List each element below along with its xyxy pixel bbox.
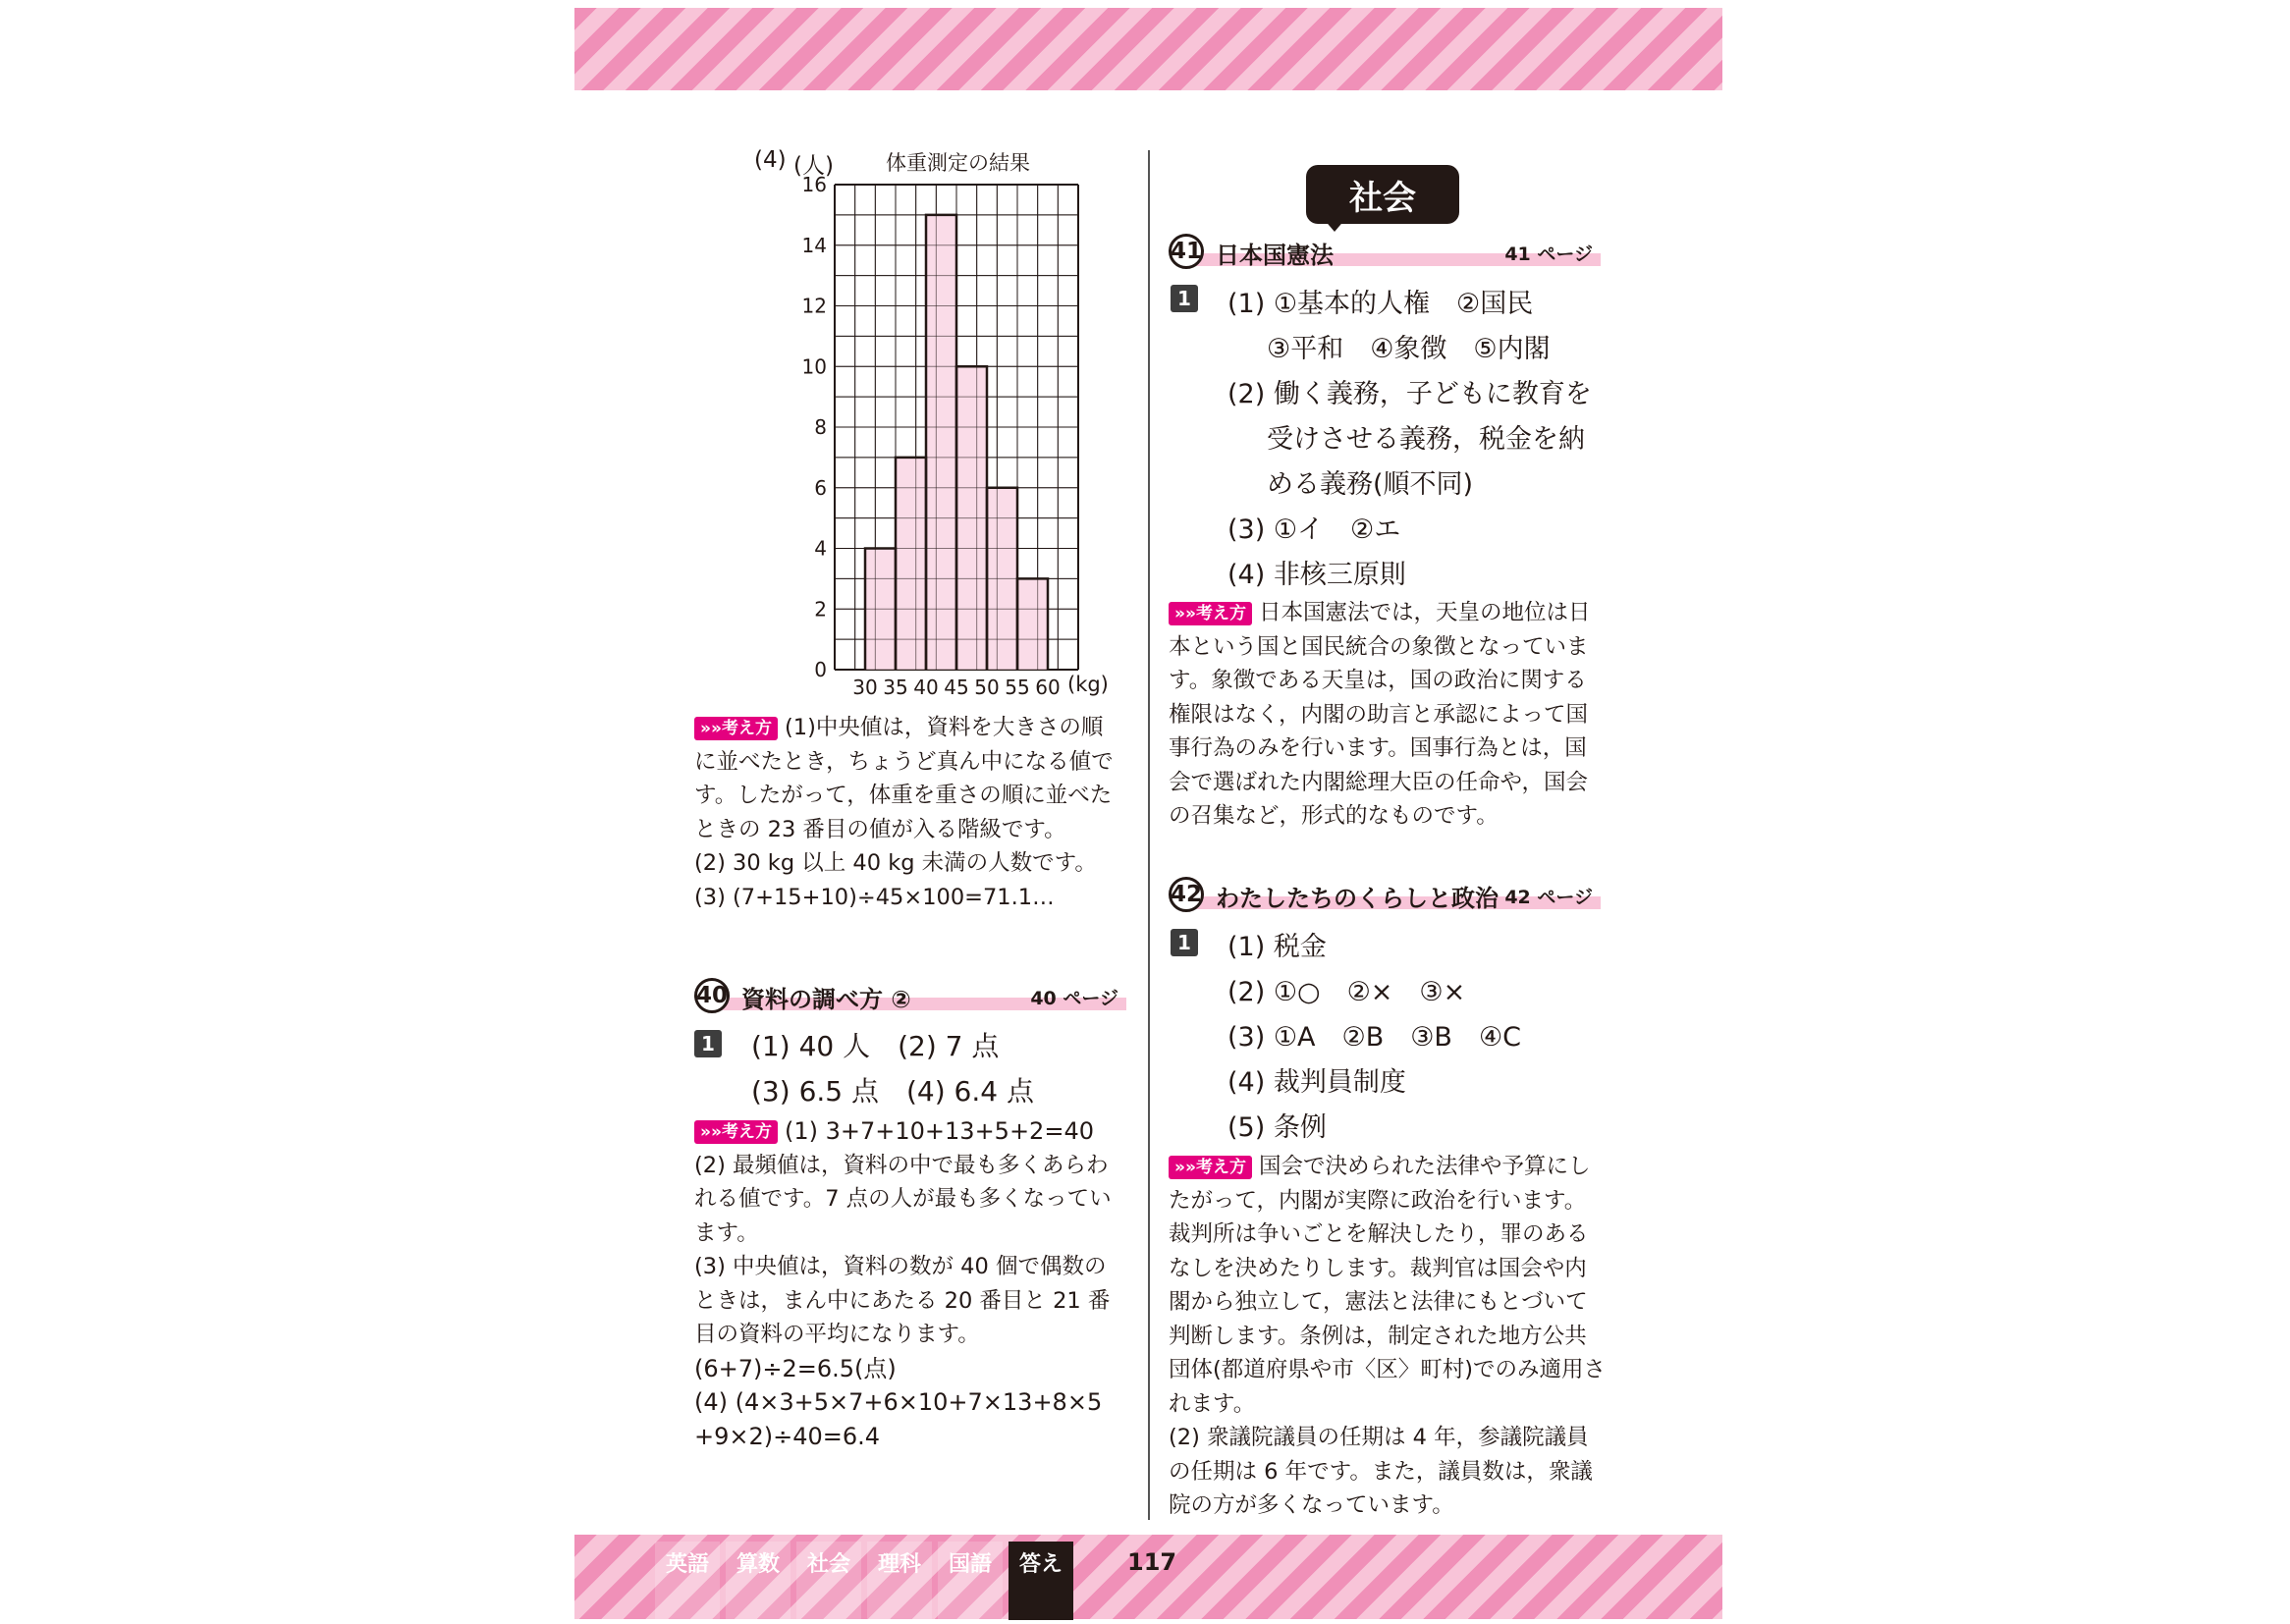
hint-line: (2) 最頻値は，資料の中で最も多くあらわ xyxy=(694,1152,1109,1178)
y-tick-label: 4 xyxy=(814,536,827,561)
sec41-hint-text xyxy=(1169,596,1591,834)
answer-line: める義務(順不同) xyxy=(1267,469,1474,500)
hint-line: たがって，内閣が実際に政治を行います。 xyxy=(1169,1187,1587,1214)
hint-line: 閣から独立して，憲法と法律にもとづいて xyxy=(1169,1289,1588,1315)
section-number: 40 xyxy=(694,978,730,1013)
hint-line: (3) (7+15+10)÷45×100=71.1… xyxy=(694,884,1055,910)
hint-badge: »»考え方 xyxy=(1169,1156,1252,1179)
hint-line: 判断します。条例は，制定された地方公共 xyxy=(1169,1323,1587,1349)
x-tick-label: 45 xyxy=(944,676,969,699)
section-42-title xyxy=(1169,877,1601,912)
answer-line: (3) ①A ②B ③B ④C xyxy=(1227,1022,1522,1053)
hint-line: ときは，まん中にあたる 20 番目と 21 番 xyxy=(694,1287,1111,1314)
hint-line: (3) 中央値は，資料の数が 40 個で偶数の xyxy=(694,1254,1107,1279)
column-divider xyxy=(1148,150,1150,1520)
answer-line: (3) ①イ ②エ xyxy=(1227,514,1401,545)
answer-line: (4) 裁判員制度 xyxy=(1227,1067,1406,1098)
x-tick-label: 40 xyxy=(913,676,939,699)
x-tick-label: 50 xyxy=(974,676,1000,699)
y-tick-label: 14 xyxy=(801,233,827,257)
section-40-title xyxy=(694,978,1126,1013)
answer-line: (4) 非核三原則 xyxy=(1227,560,1406,590)
section-name: 資料の調べ方 ② xyxy=(741,986,911,1013)
answer-line: 受けさせる義務，税金を納 xyxy=(1267,424,1585,455)
sec40-hint-text xyxy=(694,1114,1112,1453)
section-number: 42 xyxy=(1169,877,1204,912)
hint-line: +9×2)÷40=6.4 xyxy=(694,1422,881,1450)
answer-line: (5) 条例 xyxy=(1227,1112,1327,1143)
hint-line: れます。 xyxy=(1169,1390,1256,1417)
y-tick-label: 8 xyxy=(814,415,827,439)
hint-line: 団体(都道府県や市〈区〉町村)でのみ適用さ xyxy=(1169,1357,1607,1382)
hint-line: れる値です。7 点の人が最も多くなってい xyxy=(694,1186,1112,1212)
hint-badge: »»考え方 xyxy=(1169,602,1252,625)
hint-line: 日本国憲法では，天皇の地位は日 xyxy=(1259,600,1591,625)
tab-science[interactable]: 理科 xyxy=(867,1542,932,1620)
hint-badge: »»考え方 xyxy=(694,717,778,740)
tab-japanese[interactable]: 国語 xyxy=(938,1542,1003,1620)
chart-title: 体重測定の結果 xyxy=(886,151,1030,175)
y-tick-label: 0 xyxy=(814,658,827,681)
answer-line: (1) ①基本的人権 ②国民 xyxy=(1227,289,1534,319)
y-tick-label: 10 xyxy=(801,354,827,379)
hint-line: (2) 衆議院議員の任期は 4 年，参議院議員 xyxy=(1169,1425,1589,1450)
answer-line: (1) 40 人 (2) 7 点 xyxy=(751,1030,1000,1062)
hint-line: の召集など，形式的なものです。 xyxy=(1169,803,1499,829)
chart-ylabel: (人) xyxy=(793,153,834,179)
hint-line: 目の資料の平均になります。 xyxy=(694,1322,980,1347)
section-number: 41 xyxy=(1169,234,1204,269)
question-mark-1: 1 xyxy=(694,1030,722,1057)
y-tick-label: 16 xyxy=(801,173,827,196)
section-page: 40 ページ xyxy=(1030,988,1118,1009)
hint-line: 国会で決められた法律や予算にし xyxy=(1259,1154,1591,1179)
hint-line: 院の方が多くなっています。 xyxy=(1169,1492,1454,1518)
section-name: 日本国憲法 xyxy=(1216,242,1334,269)
hint-line: ます。 xyxy=(694,1219,759,1246)
y-tick-label: 6 xyxy=(814,475,827,500)
answer-line: (3) 6.5 点 (4) 6.4 点 xyxy=(751,1075,1034,1108)
tab-answers[interactable]: 答え xyxy=(1009,1542,1073,1620)
histogram-bar xyxy=(1017,578,1048,670)
answer-line: (1) 税金 xyxy=(1227,932,1327,962)
chart-label-prefix: (4) xyxy=(754,147,787,173)
tab-social-studies[interactable]: 社会 xyxy=(796,1542,861,1620)
answer-line: ③平和 ④象徴 ⑤内閣 xyxy=(1267,334,1551,364)
answer-line: (2) ①○ ②× ③× xyxy=(1227,977,1466,1007)
hint-line: 本という国と国民統合の象徴となっていま xyxy=(1169,633,1589,660)
hint-line: (1) 3+7+10+13+5+2=40 xyxy=(785,1117,1094,1145)
question-mark-1: 1 xyxy=(1171,929,1198,956)
q4-hint-text xyxy=(694,711,1114,914)
y-tick-label: 2 xyxy=(814,597,827,622)
hint-line: 権限はなく，内閣の助言と承認によって国 xyxy=(1169,701,1589,728)
hint-line: (2) 30 kg 以上 40 kg 未満の人数です。 xyxy=(694,850,1097,876)
answer-line: (2) 働く義務，子どもに教育を xyxy=(1227,379,1592,409)
hint-line: ときの 23 番目の値が入る階級です。 xyxy=(694,816,1066,842)
hint-line: (1)中央値は，資料を大きさの順 xyxy=(785,715,1104,740)
tab-math[interactable]: 算数 xyxy=(726,1542,791,1620)
sec42-hint-text xyxy=(1169,1150,1606,1523)
hint-line: す。したがって，体重を重さの順に並べた xyxy=(694,783,1113,808)
hint-line: なしを決めたりします。裁判官は国会や内 xyxy=(1169,1255,1587,1281)
hint-line: (6+7)÷2=6.5(点) xyxy=(694,1354,897,1382)
x-tick-label: 30 xyxy=(852,676,878,699)
hint-line: の任期は 6 年です。また，議員数は，衆議 xyxy=(1169,1458,1593,1485)
section-41-title xyxy=(1169,234,1601,269)
hint-line: 事行為のみを行います。国事行為とは，国 xyxy=(1169,735,1587,761)
hint-badge: »»考え方 xyxy=(694,1120,778,1144)
x-tick-label: 60 xyxy=(1035,676,1061,699)
subject-heading: 社会 xyxy=(1306,165,1459,224)
heading-tail xyxy=(1323,218,1346,232)
x-tick-label: 35 xyxy=(883,676,908,699)
hint-line: (4) (4×3+5×7+6×10+7×13+8×5 xyxy=(694,1388,1103,1416)
tab-english[interactable]: 英語 xyxy=(655,1542,720,1620)
x-tick-label: 55 xyxy=(1005,676,1030,699)
hint-line: 裁判所は争いごとを解決したり，罪のある xyxy=(1169,1221,1589,1247)
hint-line: に並べたとき，ちょうど真ん中になる値で xyxy=(694,748,1114,775)
section-page: 42 ページ xyxy=(1504,887,1593,908)
hint-line: す。象徴である天皇は，国の政治に関する xyxy=(1169,668,1587,693)
histogram-bar xyxy=(896,458,926,670)
question-mark-1: 1 xyxy=(1171,285,1198,312)
section-name: わたしたちのくらしと政治 xyxy=(1216,885,1499,912)
weight-histogram xyxy=(0,0,1148,707)
y-tick-label: 12 xyxy=(801,294,827,318)
page-number: 117 xyxy=(1127,1548,1177,1576)
histogram-bar xyxy=(926,215,956,670)
chart-plot xyxy=(0,0,1148,707)
hint-line: 会で選ばれた内閣総理大臣の任命や，国会 xyxy=(1169,769,1589,795)
section-page: 41 ページ xyxy=(1504,244,1593,265)
chart-xlabel: (kg) xyxy=(1067,673,1109,696)
